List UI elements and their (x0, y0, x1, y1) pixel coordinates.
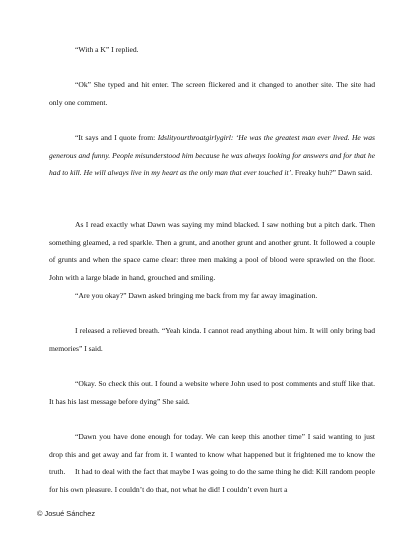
paragraph-2: “Ok” She typed and hit enter. The screen flickered and it changed to another site. The site had only one comment. (49, 80, 375, 107)
paragraph-8: “Dawn you have done enough for today. We can keep this another time” I said wanting to just drop this and get away and far from it. I wanted to know what happened but it frightened me to know the truth. (49, 432, 375, 477)
copyright-footer: © Josué Sánchez (37, 509, 96, 518)
paragraph-9: It had to deal with the fact that maybe I was going to do the same thing he did: Kill random people for his own pleasure. I couldn’t do that, not what he did! I couldn’t even hurt a (49, 467, 375, 494)
paragraph-4: As I read exactly what Dawn was saying my mind blacked. I saw nothing but a pitch dark. Then something gleamed, a red sparkle. Then a grunt, and another grunt and another grunt. It followed a couple of grunts and when the space came clear: three men making a pool of blood were sprawled on the floor. John with a large blade in hand, grouched and smiling. (49, 220, 375, 282)
paragraph-7: “Okay. So check this out. I found a website where John used to post comments and stuff like that. It has his last message before dying” She said. (49, 379, 375, 406)
paragraph-3-quote (49, 129, 375, 182)
paragraph-5: “Are you okay?” Dawn asked bringing me back from my far away imagination. (75, 291, 318, 300)
quote-italic: Idslityourthroatgirlygirl: ‘He was the greatest man ever lived. He was generous and funny. People misunderstood him because he was always looking for answers and for that he had to kill. He will always live in my heart as the only man that ever touched it’ (49, 133, 376, 178)
quote-lead: “It says and I quote from: (75, 133, 158, 142)
paragraph-1: “With a K” I replied. (75, 45, 139, 54)
quote-tail: . Freaky huh?” Dawn said. (291, 168, 373, 178)
paragraph-6: I released a relieved breath. “Yeah kinda. I cannot read anything about him. It will only bring bad memories” I said. (49, 326, 375, 353)
